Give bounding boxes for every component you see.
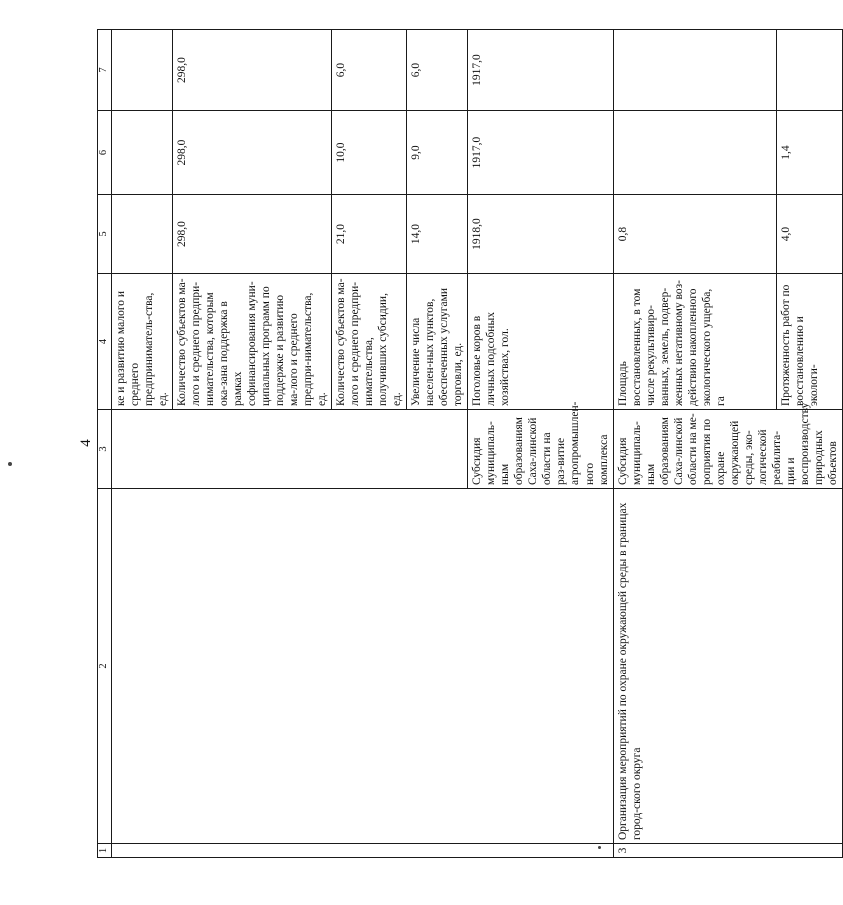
indicator-cell: Количество субъектов ма-лого и среднего предпри-нимательства, получивших субсидии, ед. [332, 274, 407, 410]
value-col6: 1917,0 [468, 111, 613, 195]
indicator-cell: Протяженность работ по восстановлению и экологи- [777, 274, 843, 410]
value-col7: 6,0 [407, 30, 468, 111]
column-header-1: 1 [98, 844, 112, 858]
table-header-row [98, 30, 112, 858]
indicator-cell: Увеличение числа населен-ных пунктов, обеспеченных услугами торговли, ед. [407, 274, 468, 410]
value-col7 [613, 30, 777, 111]
value-col5: 298,0 [173, 195, 332, 274]
column-header-7: 7 [98, 30, 112, 111]
activity-cell [112, 489, 614, 844]
value-col6: 1,4 [777, 111, 843, 195]
table-row [613, 30, 777, 858]
row-number [112, 844, 614, 858]
scan-speck [8, 462, 12, 466]
indicator-cell: Площадь восстановленных, в том числе рекультивиро-ванных, земель, подвер-женных негативному воз-действию накопленного экологического ущерба, га [613, 274, 777, 410]
value-col5: 14,0 [407, 195, 468, 274]
column-header-5: 5 [98, 195, 112, 274]
column-header-4: 4 [98, 274, 112, 410]
value-col6: 9,0 [407, 111, 468, 195]
value-col5: 21,0 [332, 195, 407, 274]
column-header-2: 2 [98, 489, 112, 844]
value-col7: 1917,0 [468, 30, 613, 111]
indicator-cell: Количество субъектов ма-лого и среднего предпри-нимательства, которым ока-зана поддержка в рамках софинансирования муни-ципальных программ по поддержке и развитию ма-лого и среднего предпри-нимательства, ед. [173, 274, 332, 410]
page-number: 4 [78, 439, 94, 447]
indicator-cell: ке и развитию малого и среднего предприниматель-ства, ед. [112, 274, 173, 410]
indicators-table [97, 29, 843, 858]
row-number: 3 [613, 844, 842, 858]
subsidy-cell: Субсидия муниципаль-ным образованиям Саха-линской области на раз-витие агропромышлен-ного комплекса [468, 410, 613, 489]
value-col5: 1918,0 [468, 195, 613, 274]
value-col6 [112, 111, 173, 195]
value-col5: 0,8 [613, 195, 777, 274]
indicator-cell: Поголовье коров в личных подсобных хозяйствах, гол. [468, 274, 613, 410]
subsidy-cell [112, 410, 468, 489]
subsidy-cell: Субсидия муниципаль-ным образованиям Саха-линской области на ме-роприятия по охране окружающей среды, эко-логической реабилита-ции и воспроизводству природных объектов [613, 410, 842, 489]
activity-cell: Организация мероприятий по охране окружающей среды в границах город-ского округа [613, 489, 842, 844]
value-col6: 298,0 [173, 111, 332, 195]
value-col6: 10,0 [332, 111, 407, 195]
value-col6 [613, 111, 777, 195]
column-header-6: 6 [98, 111, 112, 195]
value-col7 [112, 30, 173, 111]
value-col5 [112, 195, 173, 274]
table-row [112, 30, 173, 858]
value-col7: 6,0 [332, 30, 407, 111]
value-col7: 298,0 [173, 30, 332, 111]
rotated-table-wrapper [97, 30, 839, 858]
value-col7 [777, 30, 843, 111]
column-header-3: 3 [98, 410, 112, 489]
value-col5: 4,0 [777, 195, 843, 274]
